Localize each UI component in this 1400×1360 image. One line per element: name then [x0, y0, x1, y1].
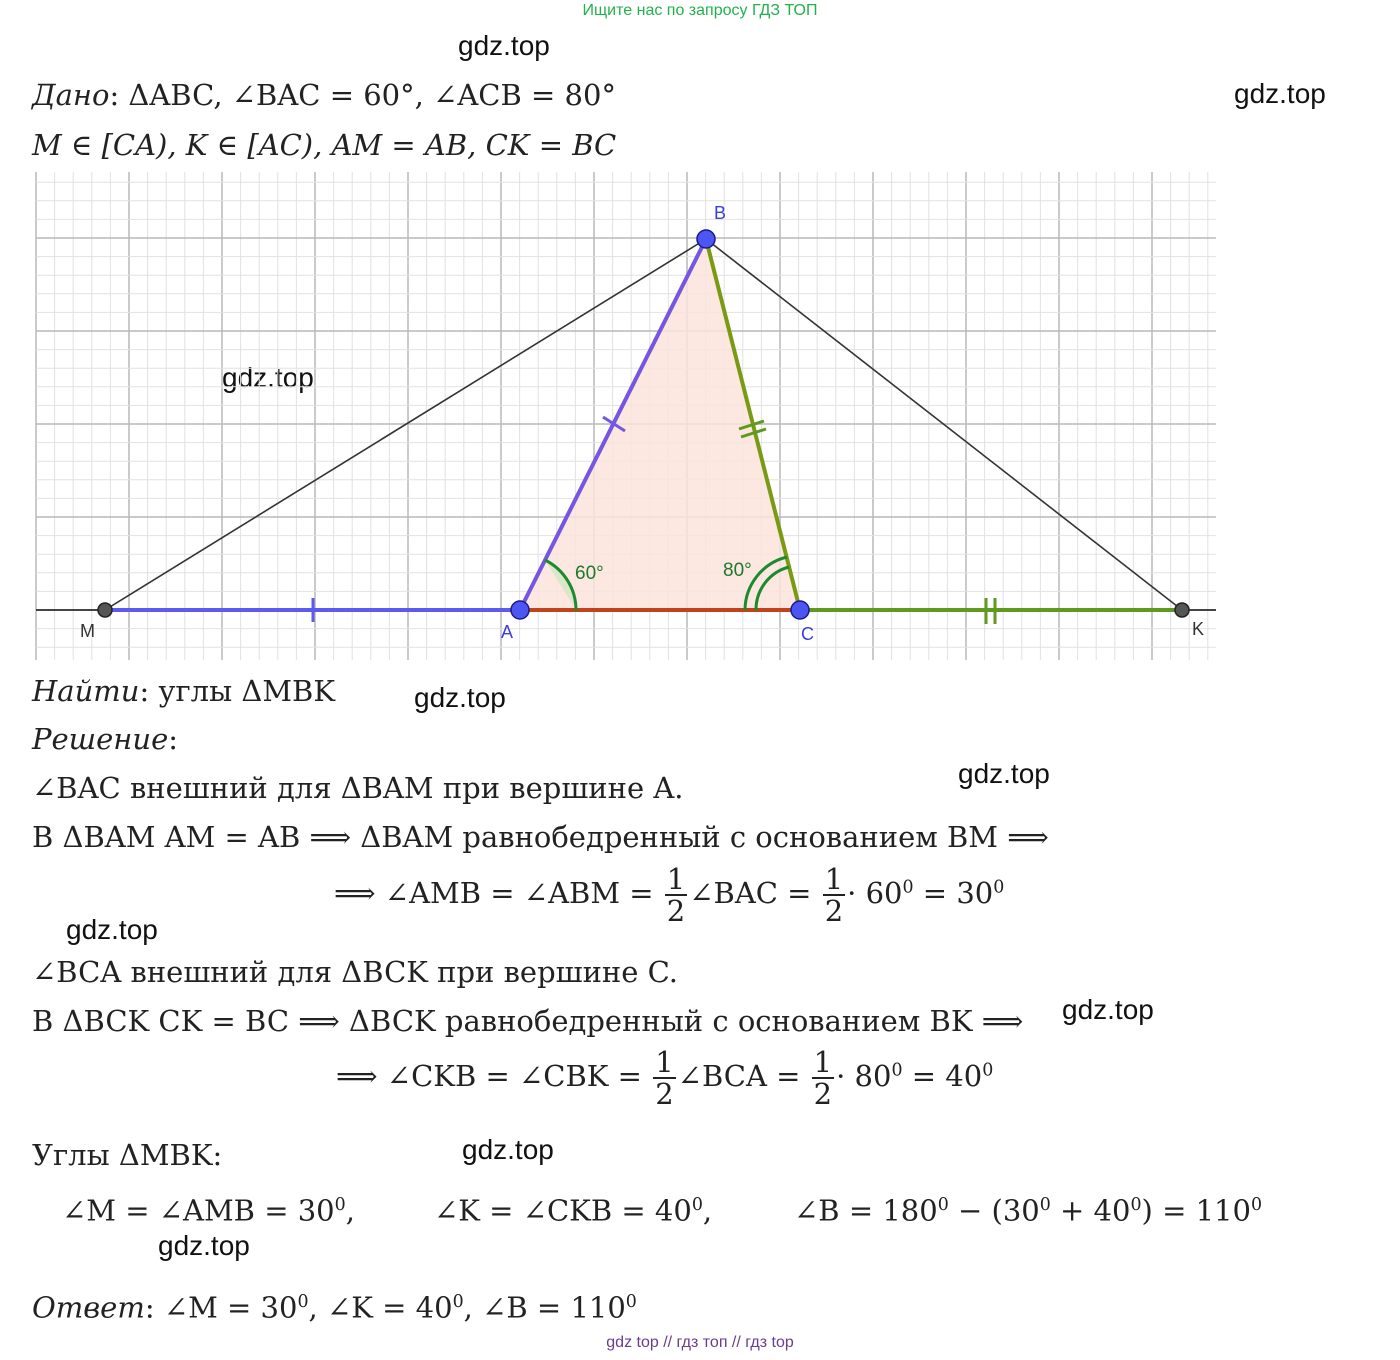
- angle-label-a: 60°: [575, 563, 604, 584]
- formula-part: = 40: [902, 1059, 983, 1093]
- degree-sup: 0: [937, 1195, 949, 1215]
- formula-part: ∠M = ∠AMB = 30: [62, 1193, 335, 1228]
- formula-part: ∠K = ∠CKB = 40: [434, 1193, 692, 1228]
- angle-m-result: [62, 1188, 355, 1228]
- find-text: : углы ΔMBK: [139, 674, 336, 708]
- label-k: K: [1192, 619, 1205, 639]
- fraction-numerator: 1: [813, 1045, 833, 1079]
- point-a: [511, 601, 529, 619]
- degree-sup: 0: [902, 877, 914, 898]
- degree-sup: 0: [891, 1060, 903, 1081]
- solution-step-1: ∠BAC внешний для ΔBAM при вершине A.: [32, 771, 684, 805]
- fraction-denominator: 2: [813, 1077, 833, 1111]
- formula-part: · 80: [836, 1059, 892, 1093]
- fraction-numerator: 1: [666, 862, 686, 896]
- formula-part: ,: [345, 1193, 355, 1228]
- find-line: [32, 674, 335, 708]
- fraction-numerator: 1: [824, 862, 844, 896]
- watermark: gdz.top: [158, 1230, 250, 1261]
- formula-part: , ∠K = 40: [308, 1290, 453, 1325]
- label-c: C: [801, 624, 814, 644]
- solution-step-3: [334, 864, 1004, 926]
- point-k: [1175, 603, 1189, 617]
- degree-sup: 0: [691, 1195, 703, 1215]
- solution-step-7: Углы ΔMBK:: [32, 1138, 223, 1172]
- solution-step-6: [336, 1047, 993, 1109]
- watermark: gdz.top: [958, 758, 1050, 789]
- formula-part: , ∠B = 110: [463, 1290, 626, 1325]
- fraction: [653, 1047, 675, 1109]
- solution-step-4: ∠BCA внешний для ΔBCK при вершине C.: [32, 955, 679, 989]
- solution-step-2: В ΔBAM AM = AB ⟹ ΔBAM равнобедренный с основанием BM ⟹: [32, 820, 1049, 854]
- label-m: M: [80, 621, 95, 641]
- given-conditions-1: : ΔABC, ∠BAC = 60°, ∠ACB = 80°: [109, 78, 616, 112]
- solution-step-5: В ΔBCK CK = BC ⟹ ΔBCK равнобедренный с основанием BK ⟹: [32, 1004, 1024, 1038]
- watermark: gdz.top: [1062, 994, 1154, 1025]
- watermark: gdz.top: [66, 914, 158, 945]
- formula-part: ) = 110: [1141, 1193, 1251, 1228]
- label-b: B: [714, 203, 727, 223]
- formula-part: − (30: [948, 1193, 1040, 1228]
- formula-part: ∠BAC =: [689, 876, 812, 910]
- watermark: gdz.top: [1234, 78, 1326, 109]
- fraction: [665, 864, 687, 926]
- formula-part: = 30: [913, 876, 994, 910]
- solution-colon: :: [168, 722, 179, 756]
- formula-part: · 60: [847, 876, 903, 910]
- degree-sup: 0: [625, 1292, 637, 1312]
- fraction-denominator: 2: [824, 894, 844, 928]
- watermark: gdz.top: [222, 362, 314, 393]
- fraction: [823, 864, 845, 926]
- degree-sup: 0: [334, 1195, 346, 1215]
- given-label: Дано: [32, 78, 110, 112]
- angle-b-result: [794, 1188, 1262, 1228]
- degree-sup: 0: [982, 1060, 994, 1081]
- point-m: [98, 603, 112, 617]
- fraction-numerator: 1: [655, 1045, 674, 1079]
- formula-part: ,: [702, 1193, 713, 1228]
- angle-label-c: 80°: [723, 560, 752, 581]
- degree-sup: 0: [452, 1292, 464, 1312]
- search-banner: Ищите нас по запросу ГДЗ ТОП: [582, 2, 818, 19]
- find-label: Найти: [32, 674, 140, 708]
- fraction: [812, 1047, 834, 1109]
- degree-sup: 0: [297, 1292, 309, 1312]
- formula-part: ∠BCA =: [677, 1059, 801, 1093]
- degree-sup: 0: [1130, 1195, 1142, 1215]
- formula-part: : ∠M = 30: [144, 1290, 298, 1325]
- watermark: gdz.top: [458, 30, 550, 61]
- point-c: [791, 601, 809, 619]
- degree-sup: 0: [1039, 1195, 1051, 1215]
- formula-part: + 40: [1050, 1193, 1131, 1228]
- watermark: gdz.top: [414, 682, 506, 713]
- formula-part: ⟹ ∠CKB = ∠CBK =: [336, 1059, 642, 1093]
- fraction-denominator: 2: [655, 1077, 674, 1111]
- formula-part: ∠B = 180: [794, 1193, 938, 1228]
- point-b: [697, 230, 715, 248]
- answer-label: Ответ: [32, 1290, 145, 1325]
- degree-sup: 0: [993, 877, 1005, 898]
- answer-line: [32, 1285, 637, 1325]
- formula-part: ⟹ ∠AMB = ∠ABM =: [334, 876, 654, 910]
- footer-watermark: gdz top // гдз топ // гдз top: [606, 1334, 794, 1351]
- watermark: gdz.top: [462, 1134, 554, 1165]
- angle-k-result: [434, 1188, 712, 1228]
- given-line-2: M ∈ [CA), K ∈ [AC), AM = AB, CK = BC: [32, 128, 617, 162]
- fraction-denominator: 2: [666, 894, 686, 928]
- solution-label: Решение: [32, 722, 169, 756]
- solution-heading: [32, 722, 178, 756]
- degree-sup: 0: [1250, 1195, 1263, 1215]
- label-a: A: [501, 622, 514, 642]
